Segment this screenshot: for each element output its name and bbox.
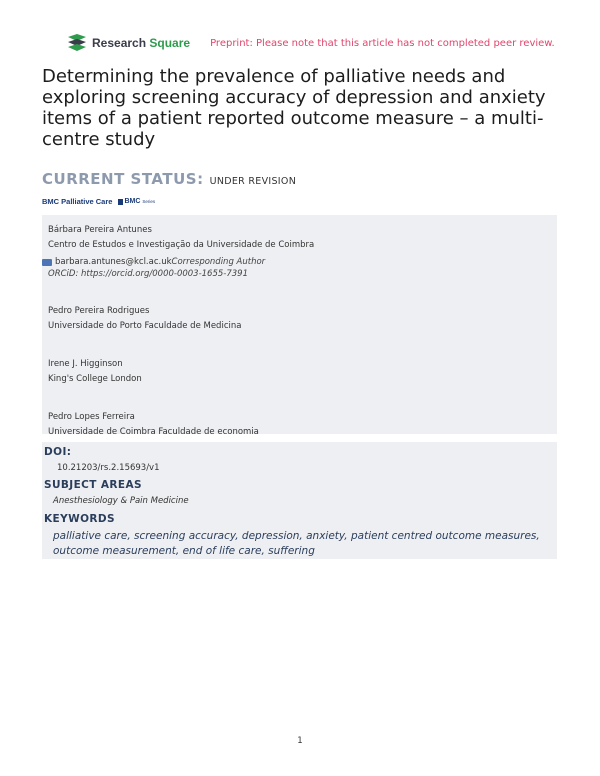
author-item	[48, 410, 551, 440]
author-name: Pedro Lopes Ferreira	[48, 412, 135, 422]
author-affiliation: Centro de Estudos e Investigação da Universidade de Coimbra	[48, 240, 315, 250]
research-square-logo[interactable]	[66, 34, 190, 52]
mail-icon	[42, 259, 52, 266]
author-item	[48, 223, 551, 281]
email-row	[42, 257, 551, 267]
status-value: UNDER REVISION	[209, 176, 297, 187]
article-metadata-panel	[42, 442, 557, 559]
article-title: Determining the prevalence of palliative needs and exploring screening accuracy of depression and anxiety items of a patient reported outcome measure – a multi-centre study	[42, 66, 546, 150]
author-affiliation: King's College London	[48, 374, 142, 384]
journal-name: BMC Palliative Care	[42, 197, 113, 206]
current-status	[42, 170, 296, 188]
keywords-label: KEYWORDS	[44, 513, 115, 525]
subject-areas-label: SUBJECT AREAS	[44, 479, 142, 491]
research-square-logo-icon	[66, 34, 88, 52]
author-orcid[interactable]: ORCiD: https://orcid.org/0000-0003-1655-7391	[48, 269, 248, 279]
author-email[interactable]: barbara.antunes@kcl.ac.uk	[55, 257, 172, 267]
author-affiliation: Universidade de Coimbra Faculdade de economia	[48, 427, 259, 437]
author-name: Pedro Pereira Rodrigues	[48, 306, 150, 316]
page-header	[66, 33, 560, 53]
bmc-square-icon	[118, 199, 123, 205]
journal-logo[interactable]	[42, 197, 155, 206]
doi-label: DOI:	[44, 446, 72, 458]
bmc-series-logo: BMC Series	[118, 198, 155, 205]
doi-value[interactable]: 10.21203/rs.2.15693/v1	[57, 463, 160, 473]
author-affiliation: Universidade do Porto Faculdade de Medicina	[48, 321, 242, 331]
author-name: Irene J. Higginson	[48, 359, 123, 369]
subject-areas-value: Anesthesiology & Pain Medicine	[53, 496, 189, 506]
preprint-notice: Preprint: Please note that this article has not completed peer review.	[210, 37, 555, 49]
keywords-value: palliative care, screening accuracy, depression, anxiety, patient centred outcome measures, outcome measurement, end of life care, suffering	[53, 530, 540, 557]
author-item	[48, 304, 551, 334]
brand-name: Research Square	[92, 36, 191, 50]
page-number: 1	[297, 736, 303, 746]
authors-panel	[42, 215, 557, 437]
status-label: CURRENT STATUS:	[42, 170, 204, 188]
corresponding-author-label: Corresponding Author	[171, 257, 266, 267]
author-name: Bárbara Pereira Antunes	[48, 225, 152, 235]
author-item	[48, 357, 551, 387]
